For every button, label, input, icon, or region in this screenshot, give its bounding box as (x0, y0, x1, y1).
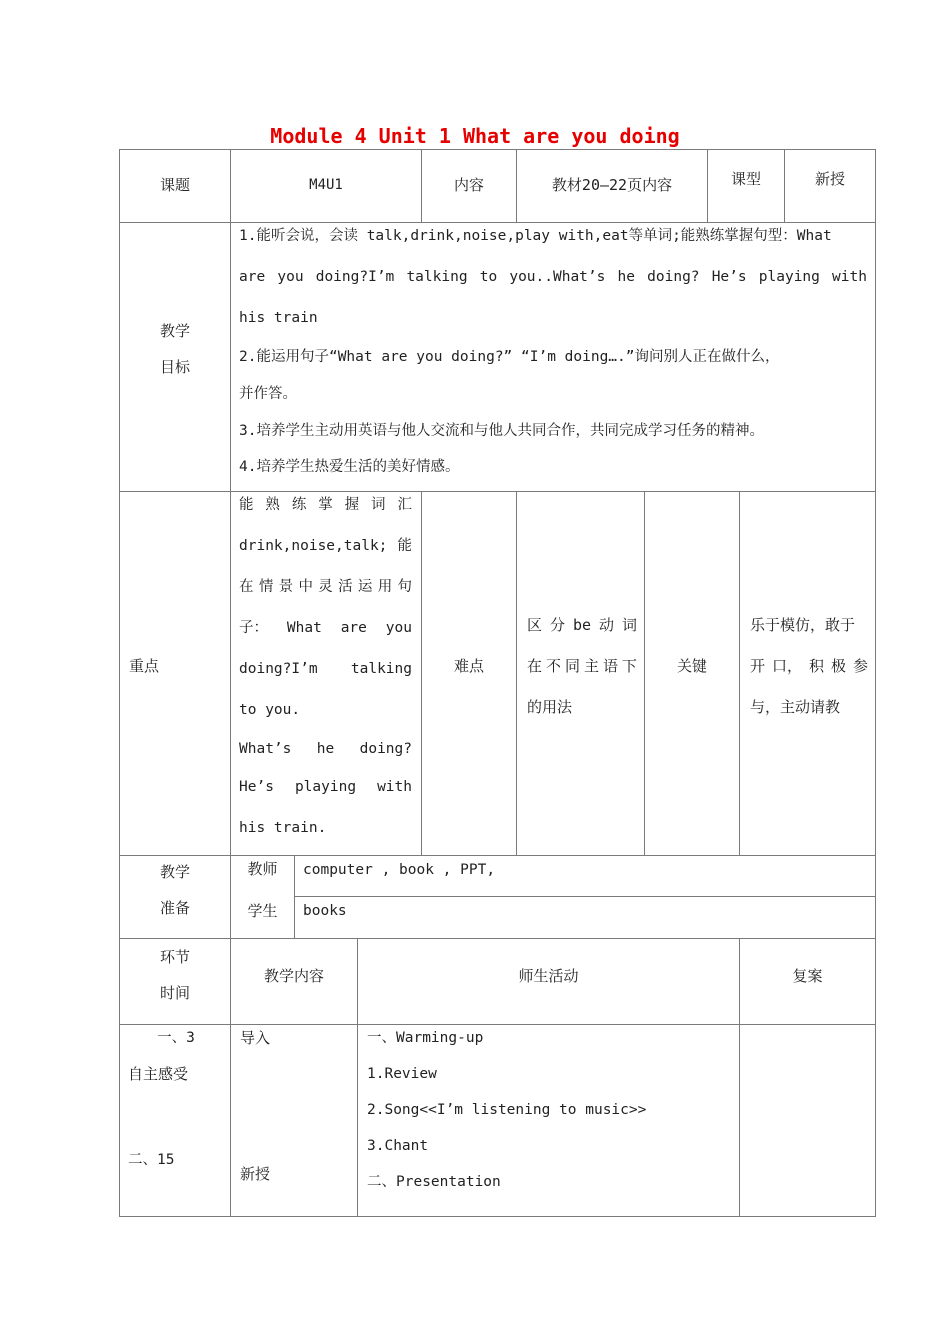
content-header: 教学内容 (263, 967, 324, 985)
objective-line: 1.能听会说，会读 talk,drink,noise,play with,eat等单词;能熟练掌握句型：What (239, 228, 832, 244)
difficulty-text: 区 分 be 动 词 在 不 同 主 语 下 的用法 (527, 616, 637, 716)
objective-line: his train (239, 310, 318, 326)
objective-line: 2.能运用句子“What are you doing?” “I’m doing….”询问别人正在做什么， (239, 349, 780, 365)
content-cell-new: 新授 (240, 1165, 271, 1183)
stage-cell: 一、3 自主感受 二、15 (128, 1030, 195, 1168)
key-label: 关键 (676, 657, 707, 675)
objective-line: are you doing?I’m talking to you..What’s he doing? He’s playing with (239, 269, 867, 285)
activity-line: 二、Presentation (367, 1174, 501, 1190)
activity-cell (367, 1020, 732, 1200)
teacher-label: 教师 (247, 860, 278, 878)
content-cell-intro: 导入 (240, 1029, 271, 1047)
objective-line: 并作答。 (239, 386, 297, 402)
lesson-type-value: 新授 (814, 170, 845, 188)
student-value: books (303, 903, 347, 919)
activity-line: 3.Chant (367, 1138, 429, 1154)
difficulty-label: 难点 (453, 657, 484, 675)
prep-label: 教学 准备 (159, 863, 190, 917)
keypoints-text: 能 熟 练 掌 握 词 汇 drink,noise,talk; 能 在 情 景 中 灵 活 运 用 句 子： What are you doing?I’m talking to you. What’s he doing? He’s playing with his train. (239, 497, 412, 836)
lesson-type-label: 课型 (730, 170, 761, 188)
objectives-text (239, 216, 867, 485)
content-label: 内容 (453, 176, 484, 194)
activity-line: 一、Warming-up (367, 1030, 484, 1046)
content-value: 教材20—22页内容 (551, 176, 673, 194)
objectives-label: 教学 目标 (159, 322, 190, 376)
key-text: 乐于模仿，敢于 开 口， 积 极 参 与，主动请教 (750, 616, 868, 716)
activity-line: 1.Review (367, 1066, 437, 1082)
objective-line: 4.培养学生热爱生活的美好情感。 (239, 459, 460, 475)
keypoints-label: 重点 (129, 657, 160, 675)
page-title: Module 4 Unit 1 What are you doing (270, 124, 680, 148)
activity-header: 师生活动 (518, 967, 579, 985)
subject-value: M4U1 (309, 177, 343, 193)
review-header: 复案 (792, 967, 823, 985)
teacher-value: computer , book , PPT, (303, 862, 496, 878)
stage-header: 环节 时间 (159, 948, 190, 1002)
objective-line: 3.培养学生主动用英语与他人交流和与他人共同合作，共同完成学习任务的精神。 (239, 423, 764, 439)
activity-line: 2.Song<<I’m listening to music>> (367, 1102, 647, 1118)
student-label: 学生 (247, 902, 278, 920)
subject-label: 课题 (159, 176, 190, 194)
